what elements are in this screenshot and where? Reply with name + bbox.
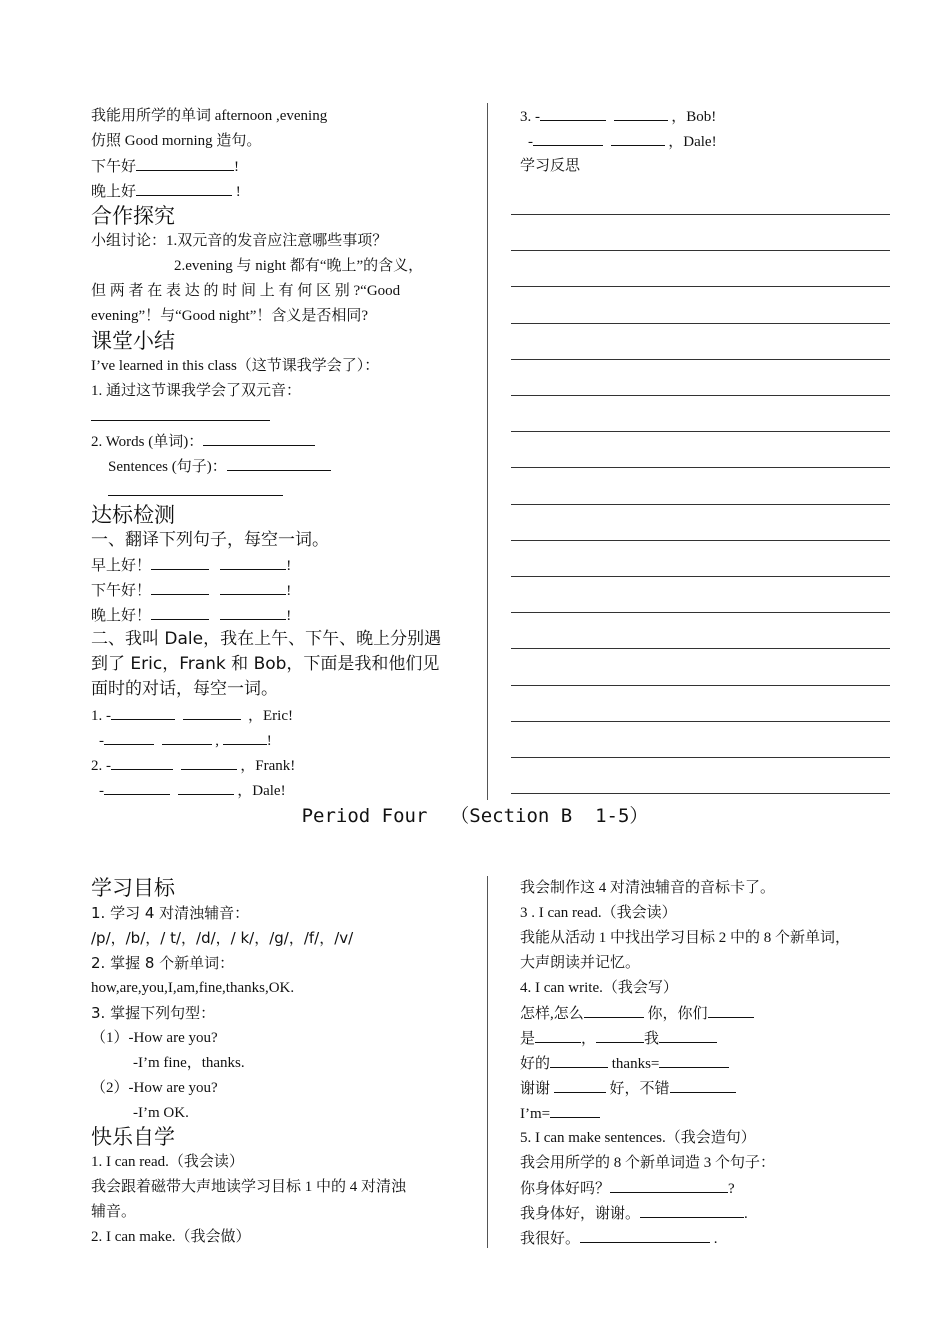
blank[interactable] (111, 705, 175, 720)
text: ，Dale! (668, 134, 717, 150)
writing-line[interactable] (511, 540, 890, 541)
text-line: 我会用所学的 8 个新单词造 3 个句子： (520, 1155, 776, 1171)
text: ! (286, 558, 292, 574)
text: 怎样,怎么 (520, 1006, 584, 1022)
fill-line (99, 780, 286, 801)
text-line: 我会跟着磁带大声地读学习目标 1 中的 4 对清浊 (91, 1179, 407, 1195)
blank[interactable] (614, 106, 668, 121)
blank[interactable] (178, 780, 234, 795)
phonetic-list: /p/，/b/，/ t/，/d/，/ k/，/g/，/f/，/v/ (91, 929, 354, 947)
text-line: 4. I can write.（我会写） (520, 980, 678, 996)
blank[interactable] (91, 420, 270, 421)
fill-line (91, 555, 291, 576)
blank[interactable] (104, 780, 170, 795)
text-line: （1）-How are you? (91, 1030, 218, 1046)
text-line: 1. 学习 4 对清浊辅音： (91, 904, 250, 922)
writing-line[interactable] (511, 467, 890, 468)
text: ! (286, 608, 292, 624)
text-line: 小组讨论：1.双元音的发音应注意哪些事项？ (91, 233, 388, 249)
text-line: 5. I can make sentences.（我会造句） (520, 1130, 756, 1146)
fill-line (520, 1228, 718, 1249)
fill-line (108, 456, 331, 477)
fill-line (91, 705, 293, 726)
text-line: -I’m OK. (133, 1105, 189, 1121)
blank[interactable] (659, 1028, 717, 1043)
fill-line (91, 755, 295, 776)
writing-line[interactable] (511, 721, 890, 722)
blank[interactable] (151, 555, 209, 570)
fill-line (99, 730, 272, 751)
blank[interactable] (151, 580, 209, 595)
fill-line (91, 156, 239, 177)
blank[interactable] (640, 1203, 744, 1218)
text: 1. - (91, 708, 111, 724)
text: 下午好！ (91, 583, 152, 599)
text: 是 (520, 1031, 536, 1047)
text: 晚上好 (91, 184, 137, 200)
text-line: I’ve learned in this class（这节课我学会了）： (91, 358, 380, 374)
blank[interactable] (580, 1228, 710, 1243)
text: ，Frank! (240, 758, 296, 774)
blank[interactable] (183, 705, 241, 720)
blank[interactable] (181, 755, 237, 770)
fill-line (520, 1203, 748, 1224)
text-line: 3. 掌握下列句型： (91, 1004, 216, 1022)
text-line: 2. I can make.（我会做） (91, 1229, 251, 1245)
exercise-title: 一、翻译下列句子，每空一词。 (91, 530, 329, 550)
text: ! (266, 733, 272, 749)
text-line: 但 两 者 在 表 达 的 时 间 上 有 何 区 别 ?“Good (91, 283, 401, 299)
blank[interactable] (611, 131, 665, 146)
writing-line[interactable] (511, 793, 890, 794)
section-heading-goals: 学习目标 (91, 876, 175, 900)
text: 晚上好！ (91, 608, 152, 624)
fill-line (520, 1053, 729, 1074)
fill-line (91, 605, 291, 626)
fill-line (91, 181, 241, 202)
writing-line[interactable] (511, 648, 890, 649)
exercise-title: 面时的对话，每空一词。 (91, 679, 278, 699)
writing-line[interactable] (511, 395, 890, 396)
section-heading-self-study: 快乐自学 (91, 1125, 175, 1149)
text-line: 大声朗读并记忆。 (520, 955, 641, 971)
text: - (99, 733, 104, 749)
exercise-title: 二、我叫 Dale，我在上午、下午、晚上分别遇 (91, 629, 442, 649)
text: 3. - (520, 109, 540, 125)
text-line: 我能用所学的单词 afternoon ,evening (91, 108, 328, 124)
fill-line (520, 1178, 735, 1199)
writing-line[interactable] (511, 612, 890, 613)
blank[interactable] (540, 106, 606, 121)
text-line: （2）-How are you? (91, 1080, 218, 1096)
blank[interactable] (104, 730, 154, 745)
fill-line (91, 580, 291, 601)
text: - (99, 783, 104, 799)
text: 早上好！ (91, 558, 152, 574)
text: 你，你们 (643, 1006, 708, 1022)
exercise-title: 到了 Eric，Frank 和 Bob，下面是我和他们见 (91, 654, 440, 674)
text-line: 3 . I can read.（我会读） (520, 905, 677, 921)
writing-line[interactable] (511, 504, 890, 505)
text-line: 1. 通过这节课我学会了双元音： (91, 383, 302, 399)
blank[interactable] (535, 1028, 581, 1043)
text: Sentences (句子)： (108, 459, 227, 475)
word-list: how,are,you,I,am,fine,thanks,OK. (91, 980, 295, 996)
text: thanks= (608, 1056, 660, 1072)
text: 下午好 (91, 159, 137, 175)
text: 2. - (91, 758, 111, 774)
blank[interactable] (136, 181, 232, 196)
text: ，Eric! (248, 708, 293, 724)
text: ，Dale! (237, 783, 286, 799)
fill-line (520, 1103, 600, 1124)
column-divider-bottom (487, 876, 488, 1248)
fill-line (520, 1028, 717, 1049)
text: 你身体好吗？ (520, 1181, 611, 1197)
text-line: 我会制作这 4 对清浊辅音的音标卡了。 (520, 880, 776, 896)
blank[interactable] (136, 156, 234, 171)
section-heading-coop: 合作探究 (91, 204, 175, 228)
blank[interactable] (659, 1053, 729, 1068)
section-heading-test: 达标检测 (91, 503, 175, 527)
blank[interactable] (220, 580, 286, 595)
fill-line (520, 1003, 754, 1024)
writing-line[interactable] (511, 685, 890, 686)
text-line: 辅音。 (91, 1204, 137, 1220)
text: ? (728, 1181, 735, 1197)
text-line: 仿照 Good morning 造句。 (91, 133, 262, 149)
fill-line (91, 431, 315, 452)
blank[interactable] (108, 495, 283, 496)
blank[interactable] (596, 1028, 644, 1043)
writing-line[interactable] (511, 757, 890, 758)
writing-line[interactable] (511, 286, 890, 287)
text: 好，不错 (605, 1081, 670, 1097)
period-title: Period Four （Section B 1-5） (301, 805, 649, 827)
writing-line[interactable] (511, 214, 890, 215)
blank[interactable] (203, 431, 315, 446)
text: ，Bob! (671, 109, 717, 125)
text-line: -I’m fine，thanks. (133, 1055, 245, 1071)
text-line: 2.evening 与 night 都有“晚上”的含义， (174, 258, 424, 274)
blank[interactable] (670, 1078, 736, 1093)
fill-line (520, 1078, 736, 1099)
text: 2. Words (单词)： (91, 434, 204, 450)
text: , (215, 733, 219, 749)
blank[interactable] (533, 131, 603, 146)
blank[interactable] (162, 730, 212, 745)
writing-line[interactable] (511, 359, 890, 360)
section-heading-summary: 课堂小结 (91, 329, 175, 353)
text: . (710, 1231, 718, 1247)
writing-line[interactable] (511, 431, 890, 432)
text-line: 2. 掌握 8 个新单词： (91, 954, 235, 972)
blank[interactable] (227, 456, 331, 471)
text-line: 1. I can read.（我会读） (91, 1154, 244, 1170)
blank[interactable] (584, 1003, 644, 1018)
text: - (528, 134, 533, 150)
writing-line[interactable] (511, 250, 890, 251)
text: . (744, 1206, 748, 1222)
blank[interactable] (708, 1003, 754, 1018)
writing-line[interactable] (511, 323, 890, 324)
text: 我身体好，谢谢。 (520, 1206, 641, 1222)
blank[interactable] (550, 1053, 608, 1068)
blank[interactable] (554, 1078, 606, 1093)
blank[interactable] (220, 605, 286, 620)
blank[interactable] (151, 605, 209, 620)
text-line: evening”！与“Good night”！含义是否相同? (91, 308, 369, 324)
fill-line (520, 106, 716, 127)
text: I’m= (520, 1106, 551, 1122)
fill-line (528, 131, 717, 152)
writing-line[interactable] (511, 576, 890, 577)
text: ， (581, 1031, 597, 1047)
text: ! (234, 159, 240, 175)
reflection-label: 学习反思 (520, 158, 581, 174)
blank[interactable] (220, 555, 286, 570)
text: ! (286, 583, 292, 599)
blank[interactable] (610, 1178, 728, 1193)
text-line: 我能从活动 1 中找出学习目标 2 中的 8 个新单词， (520, 930, 851, 946)
text: 谢谢 (520, 1081, 554, 1097)
text: 我 (644, 1031, 660, 1047)
column-divider-top (487, 103, 488, 800)
text: 好的 (520, 1056, 551, 1072)
text: 我很好。 (520, 1231, 581, 1247)
blank[interactable] (223, 730, 267, 745)
blank[interactable] (550, 1103, 600, 1118)
blank[interactable] (111, 755, 173, 770)
text: ! (232, 184, 241, 200)
